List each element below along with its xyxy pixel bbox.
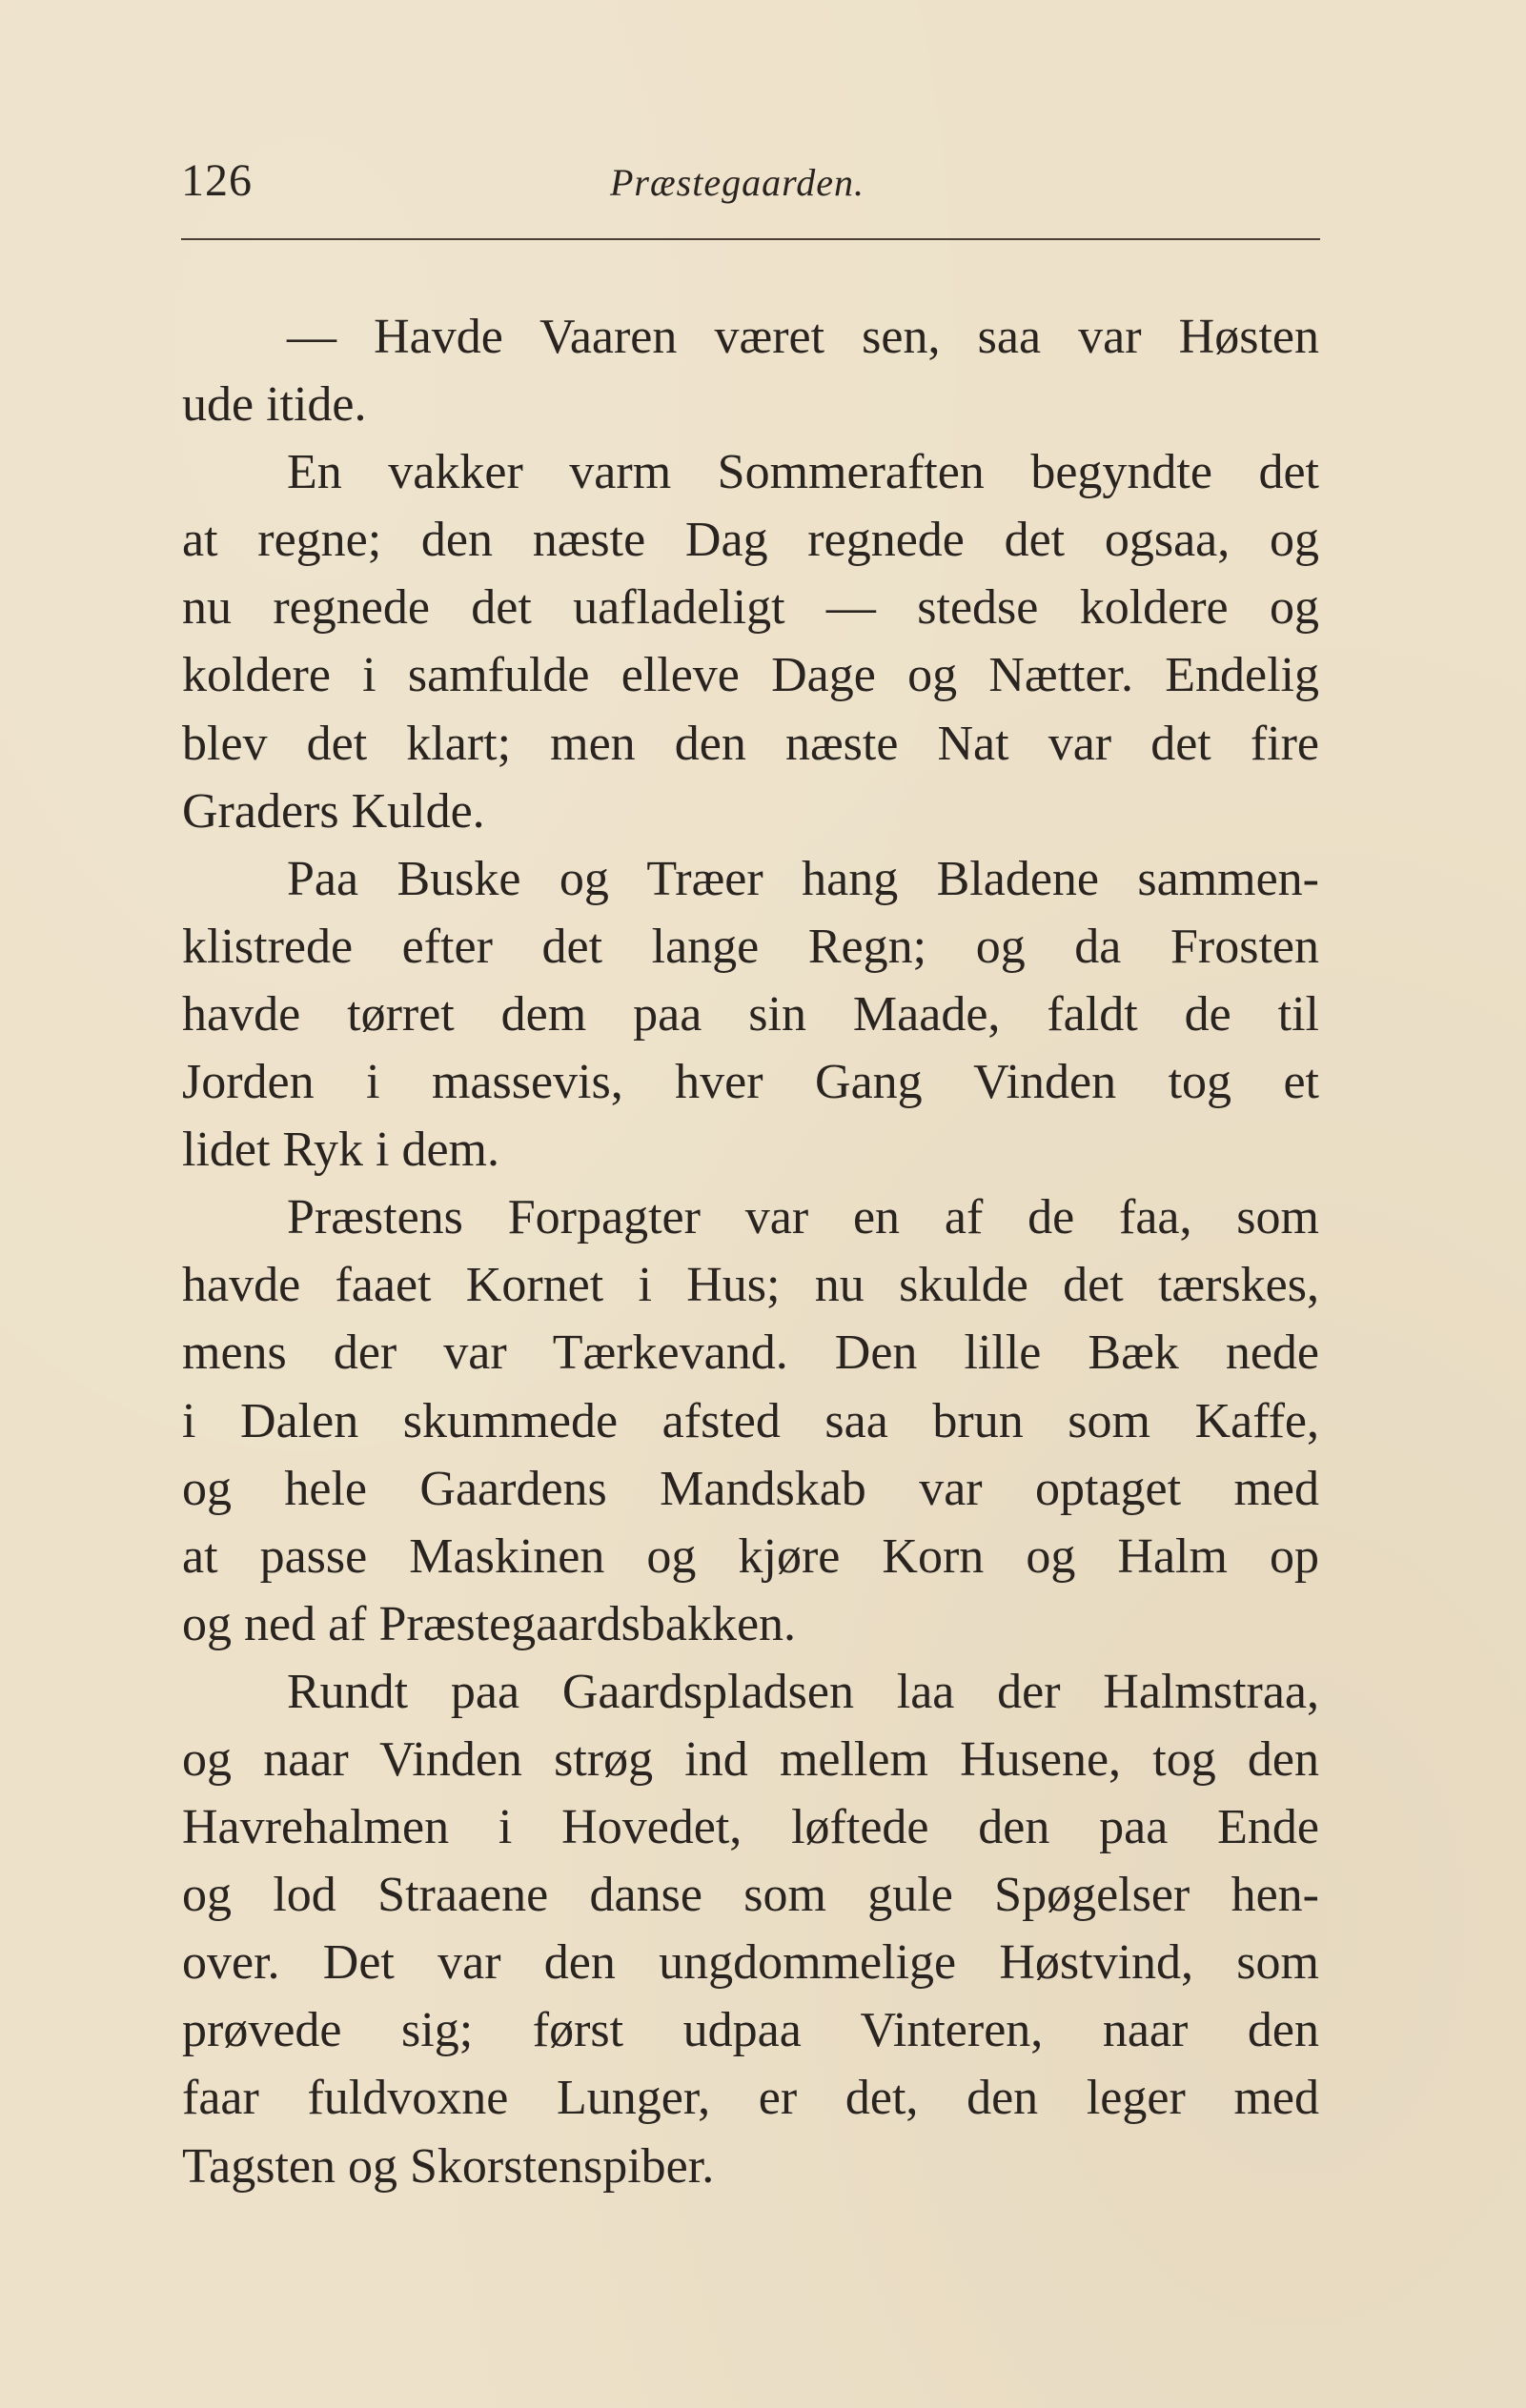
header-rule: [181, 238, 1320, 240]
text-line: Rundt paa Gaardspladsen laa der Halmstraa,: [287, 1664, 1319, 1719]
text-line: ude itide.: [182, 377, 367, 433]
text-line: Graders Kulde.: [182, 783, 485, 839]
text-line: og ned af Præstegaardsbakken.: [182, 1596, 797, 1651]
text-line: og lod Straaene danse som gule Spøgelser hen-: [182, 1868, 1319, 1923]
text-line: koldere i samfulde elleve Dage og Nætter. Endelig: [182, 648, 1319, 703]
text-line: at regne; den næste Dag regnede det ogsaa, og: [182, 513, 1319, 568]
text-line: prøvede sig; først udpaa Vinteren, naar den: [182, 2003, 1319, 2058]
text-line: havde faaet Kornet i Hus; nu skulde det tærskes,: [182, 1258, 1319, 1313]
text-line: En vakker varm Sommeraften begyndte det: [287, 445, 1319, 500]
text-line: havde tørret dem paa sin Maade, faldt de til: [182, 986, 1319, 1042]
text-line: Tagsten og Skorstenspiber.: [182, 2138, 715, 2194]
text-line: lidet Ryk i dem.: [182, 1123, 499, 1178]
text-line: og naar Vinden strøg ind mellem Husene, tog den: [182, 1731, 1319, 1787]
body-text: [182, 303, 1319, 2200]
text-line: nu regnede det uafladeligt — stedse koldere og: [182, 580, 1319, 636]
page-number: 126: [181, 155, 253, 206]
text-line: over. Det var den ungdommelige Høstvind, som: [182, 1935, 1319, 1991]
text-line: — Havde Vaaren været sen, saa var Høsten: [287, 310, 1319, 364]
text-line: Havrehalmen i Hovedet, løftede den paa Ende: [182, 1800, 1319, 1855]
text-line: Præstens Forpagter var en af de faa, som: [287, 1190, 1319, 1245]
text-line: Paa Buske og Træer hang Bladene sammen-: [287, 851, 1319, 906]
text-line: mens der var Tærkevand. Den lille Bæk nede: [182, 1325, 1319, 1381]
text-line: faar fuldvoxne Lunger, er det, den leger med: [182, 2071, 1319, 2126]
text-line: og hele Gaardens Mandskab var optaget med: [182, 1461, 1319, 1516]
text-line: klistrede efter det lange Regn; og da Frosten: [182, 919, 1319, 974]
text-line: Jorden i massevis, hver Gang Vinden tog et: [182, 1055, 1319, 1110]
text-line: blev det klart; men den næste Nat var det fire: [182, 716, 1319, 771]
running-title: Præstegaarden.: [610, 161, 865, 204]
text-line: at passe Maskinen og kjøre Korn og Halm op: [182, 1528, 1319, 1584]
text-line: i Dalen skummede afsted saa brun som Kaffe,: [182, 1393, 1319, 1448]
running-head: [181, 152, 1320, 210]
